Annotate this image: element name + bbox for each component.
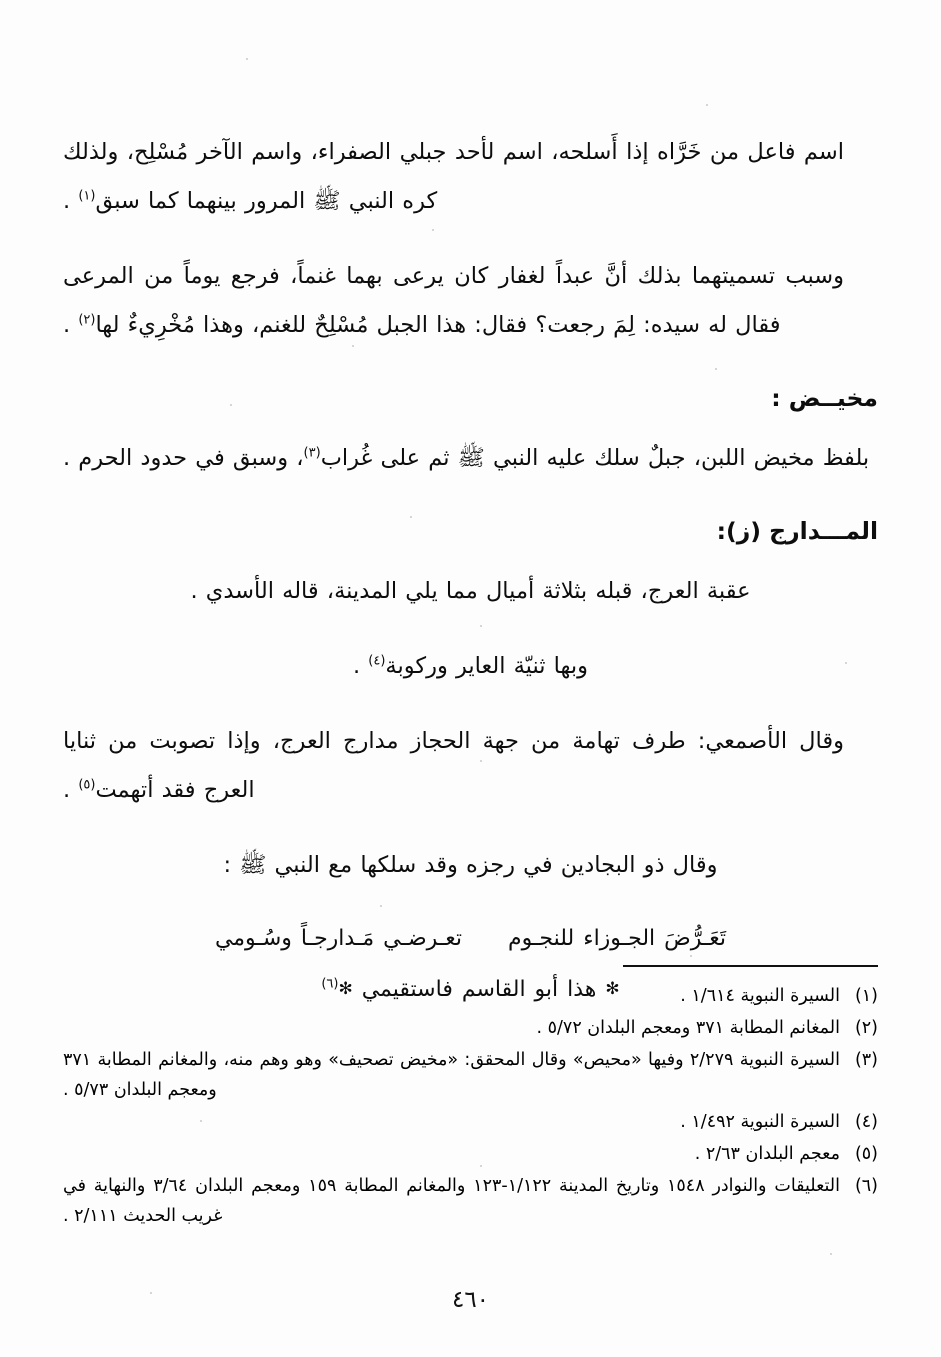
paragraph-5-text: وبها ثنيّة العاير وركوبة — [385, 653, 589, 679]
paragraph-5 — [63, 642, 878, 691]
footnote-marker: (٣) — [854, 1050, 878, 1070]
footnote-list — [63, 981, 878, 1231]
heading-madarij-suffix: (ز): — [716, 517, 770, 545]
paragraph-1-trailing: . — [63, 188, 79, 214]
footnote-item — [63, 1107, 878, 1137]
footnote-ref-1[interactable]: (١) — [78, 188, 96, 204]
footnote-item — [63, 1013, 878, 1043]
footnote-ref-6[interactable]: (٦) — [321, 976, 339, 992]
paragraph-2-trailing: . — [63, 312, 79, 338]
footnote-marker: (٤) — [854, 1112, 878, 1132]
page-body — [63, 128, 878, 1023]
heading-madarij-text: المـــدارج — [769, 517, 878, 545]
footnote-text: السيرة النبوية ١/٤٩٢ . — [680, 1112, 840, 1132]
footnote-separator-rule — [623, 965, 878, 967]
asterisk-icon-right: ✻ — [605, 979, 620, 999]
paragraph-3-trailing: ، وسبق في حدود الحرم . — [63, 445, 304, 471]
verse-line-1 — [63, 916, 878, 962]
paragraph-1-text: اسم فاعل من خَرَّاه إذا أَسلحه، اسم لأحد جبلي الصفراء، واسم الآخر مُسْلِح، ولذلك كره النبي ﷺ المرور بينهما كما سبق — [63, 139, 844, 214]
paragraph-6-text: وقال الأصمعي: طرف تهامة من جهة الحجاز مدارج العرج، وإذا تصوبت من ثنايا العرج فقد أتهمت — [63, 728, 844, 803]
footnote-marker: (٥) — [854, 1144, 878, 1164]
footnote-text: التعليقات والنوادر ١٥٤٨ وتاريخ المدينة ١/١٢٢-١٢٣ والمغانم المطابة ١٥٩ ومعجم البلدان ٣/٦٤ والنهاية في غريب الحديث ٢/١١١ . — [63, 1176, 840, 1226]
paragraph-5-trailing: . — [352, 653, 369, 679]
scan-speckle — [246, 58, 248, 60]
footnote-ref-5[interactable]: (٥) — [78, 777, 96, 793]
footnote-marker: (٦) — [854, 1176, 878, 1196]
scan-speckle — [830, 1253, 832, 1255]
heading-mikhyad — [63, 376, 878, 420]
paragraph-2-text: وسبب تسميتهما بذلك أنَّ عبداً لغفار كان يرعى بهما غنماً، فرجع يوماً من المرعى فقال له سيده: لِمَ رجعت؟ فقال: هذا الجبل مُسْلِحٌ للغنم، وهذا مُخْرِيءٌ لها — [63, 263, 844, 338]
heading-mikhyad-suffix: : — [771, 384, 789, 412]
footnote-item — [63, 1139, 878, 1169]
scan-speckle — [706, 104, 708, 106]
paragraph-4: عقبة العرج، قبله بثلاثة أميال مما يلي المدينة، قاله الأسدي . — [190, 578, 751, 604]
verse-line-1-left-hemistich: تعـرضـي مَـدارجـاً وسُـومي — [214, 926, 462, 951]
verse-line-2-text: هذا أبو القاسم فاستقيمي — [361, 977, 597, 1002]
footnote-marker: (٢) — [854, 1018, 878, 1038]
paragraph-1 — [63, 128, 878, 226]
paragraph-2 — [63, 252, 878, 350]
paragraph-6-trailing: . — [63, 777, 79, 803]
footnotes-section — [63, 962, 878, 1233]
footnote-item — [63, 1171, 878, 1231]
paragraph-3-text: بلفظ مخيض اللبن، جبلٌ سلك عليه النبي ﷺ ثم على غُراب — [320, 445, 870, 471]
asterisk-icon-left: ✻ — [338, 979, 353, 999]
verse-line-1-right-hemistich: تَعَـرُّضَ الجـوزاء للنجـوم — [507, 926, 727, 951]
footnote-text: السيرة النبوية ١/٦١٤ . — [680, 986, 840, 1006]
footnote-separator-wrap — [63, 962, 878, 981]
page-number: ٤٦٠ — [451, 1287, 490, 1313]
heading-madarij — [63, 509, 878, 553]
footnote-ref-4[interactable]: (٤) — [368, 653, 386, 669]
heading-mikhyad-text: مخيــض — [788, 384, 878, 412]
footnote-item — [63, 1045, 878, 1105]
footnote-marker: (١) — [854, 986, 878, 1006]
footnote-item — [63, 981, 878, 1011]
footnote-text: المغانم المطابة ٣٧١ ومعجم البلدان ٥/٧٢ . — [536, 1018, 840, 1038]
footnote-text: معجم البلدان ٢/٦٣ . — [694, 1144, 840, 1164]
paragraph-7: وقال ذو البجادين في رجزه وقد سلكها مع النبي ﷺ : — [223, 852, 718, 878]
paragraph-3 — [63, 434, 878, 483]
footnote-ref-3[interactable]: (٣) — [303, 445, 321, 461]
footnote-text: السيرة النبوية ٢/٢٧٩ وفيها «محيص» وقال المحقق: «مخيض تصحيف» وهو وهم منه، والمغانم المطابة ٣٧١ ومعجم البلدان ٥/٧٣ . — [63, 1050, 840, 1100]
footnote-ref-2[interactable]: (٢) — [78, 312, 96, 328]
paragraph-6 — [63, 717, 878, 815]
